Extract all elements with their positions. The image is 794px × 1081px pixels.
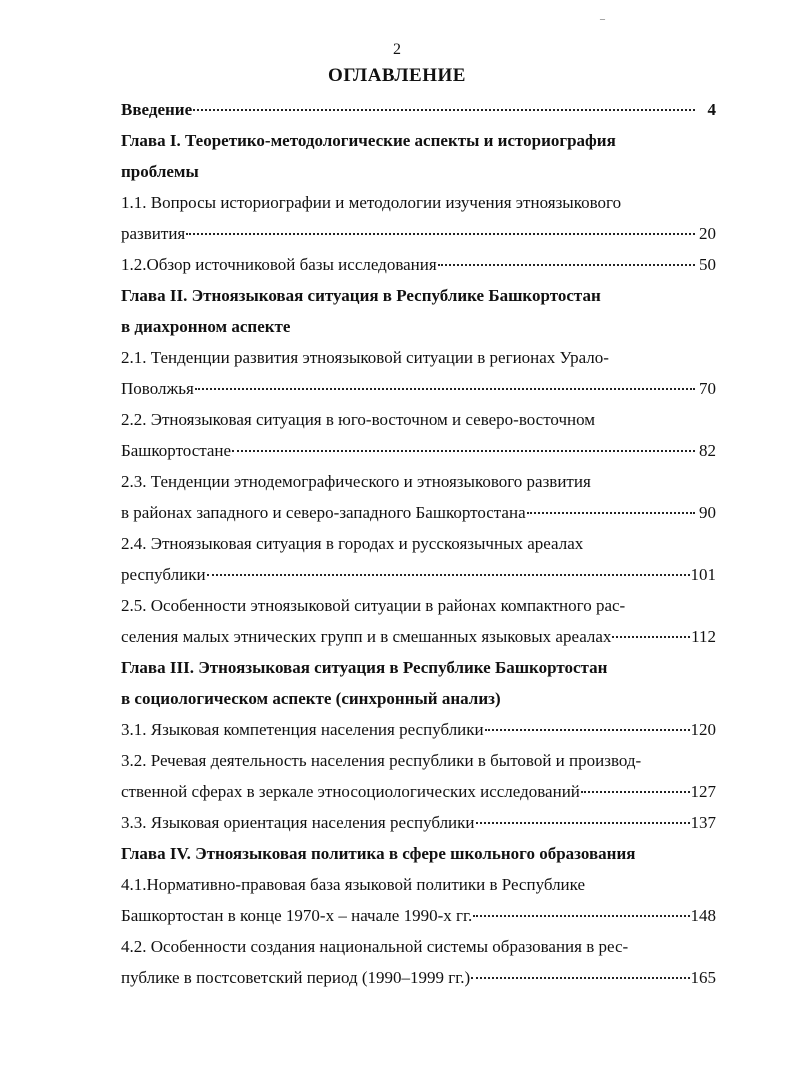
dot-leader <box>195 387 695 390</box>
toc-entry <box>121 559 716 590</box>
dot-leader <box>193 108 695 111</box>
toc-entry-continued <box>121 280 716 311</box>
toc-entry <box>121 714 716 745</box>
toc-entry <box>121 807 716 838</box>
toc-entry-continued <box>121 590 716 621</box>
toc-entry-text: 1.1. Вопросы историографии и методологии изучения этноязыкового <box>121 193 622 212</box>
toc-page-number: 50 <box>699 255 716 274</box>
dot-leader <box>485 728 690 731</box>
toc-entry-text: 4.1.Нормативно-правовая база языковой политики в Республике <box>121 875 586 894</box>
dot-leader <box>612 635 690 638</box>
toc-entry-continued <box>121 311 716 342</box>
toc-entry-text: в районах западного и северо-западного Башкортостана <box>121 503 526 522</box>
toc-entry-text: 4.2. Особенности создания национальной системы образования в рес- <box>121 937 629 956</box>
toc-entry-continued <box>121 869 716 900</box>
dot-leader <box>438 263 695 266</box>
toc-entry <box>121 621 716 652</box>
dot-leader <box>476 821 690 824</box>
toc-page-number: 20 <box>699 224 716 243</box>
toc-entry-continued <box>121 745 716 776</box>
toc-page-number: 70 <box>699 379 716 398</box>
toc-entry-text: 1.2.Обзор источниковой базы исследования <box>121 255 437 274</box>
toc-entry-text: в социологическом аспекте (синхронный анализ) <box>121 689 501 708</box>
scan-speck: – <box>600 14 605 25</box>
toc-entry <box>121 900 716 931</box>
toc-entry <box>121 776 716 807</box>
toc-entry <box>121 435 716 466</box>
toc-entry-continued <box>121 931 716 962</box>
toc-page-number: 112 <box>691 627 716 646</box>
toc-entry-text: 3.2. Речевая деятельность населения республики в бытовой и производ- <box>121 751 642 770</box>
toc-entry-text: 2.3. Тенденции этнодемографического и этноязыкового развития <box>121 472 591 491</box>
toc-entry-text: 2.5. Особенности этноязыковой ситуации в районах компактного рас- <box>121 596 626 615</box>
toc-page-number: 148 <box>690 906 716 925</box>
toc-entry-text: 2.2. Этноязыковая ситуация в юго-восточном и северо-восточном <box>121 410 596 429</box>
toc-entry-text: 2.4. Этноязыковая ситуация в городах и русскоязычных ареалах <box>121 534 584 553</box>
toc-entry-text: Поволжья <box>121 379 194 398</box>
toc-page-number: 101 <box>690 565 716 584</box>
toc-entry <box>121 373 716 404</box>
dot-leader <box>471 976 689 979</box>
toc-entry-text: Глава IV. Этноязыковая политика в сфере школьного образования <box>121 844 636 863</box>
table-of-contents <box>121 94 716 993</box>
toc-entry <box>121 962 716 993</box>
toc-page-number: 82 <box>699 441 716 460</box>
toc-entry-text: Глава I. Теоретико-методологические аспекты и историография <box>121 131 616 150</box>
toc-entry-continued <box>121 125 716 156</box>
toc-page-number: 127 <box>690 782 716 801</box>
toc-entry-continued <box>121 683 716 714</box>
dot-leader <box>186 232 695 235</box>
toc-page-number: 137 <box>690 813 716 832</box>
toc-page-number: 165 <box>690 968 716 987</box>
toc-entry-text: 2.1. Тенденции развития этноязыковой ситуации в регионах Урало- <box>121 348 609 367</box>
toc-entry-text: проблемы <box>121 162 199 181</box>
toc-entry <box>121 94 716 125</box>
toc-entry-continued <box>121 466 716 497</box>
toc-entry-text: Введение <box>121 100 193 119</box>
dot-leader <box>473 914 689 917</box>
toc-entry-text: Башкортостане <box>121 441 232 460</box>
toc-entry-continued <box>121 404 716 435</box>
toc-entry-text: 3.3. Языковая ориентация населения республики <box>121 813 475 832</box>
toc-entry-continued <box>121 342 716 373</box>
toc-entry-text: публике в постсоветский период (1990–1999 гг.) <box>121 968 471 987</box>
dot-leader <box>527 511 695 514</box>
toc-entry-text: Глава II. Этноязыковая ситуация в Республике Башкортостан <box>121 286 601 305</box>
toc-page-number: 4 <box>707 100 716 119</box>
toc-entry-text: 3.1. Языковая компетенция населения республики <box>121 720 484 739</box>
page-title: ОГЛАВЛЕНИЕ <box>328 65 466 86</box>
toc-entry-text: Глава III. Этноязыковая ситуация в Республике Башкортостан <box>121 658 608 677</box>
toc-entry <box>121 249 716 280</box>
toc-entry <box>121 497 716 528</box>
toc-page-number: 120 <box>690 720 716 739</box>
toc-entry-text: селения малых этнических групп и в смешанных языковых ареалах <box>121 627 612 646</box>
dot-leader <box>581 790 690 793</box>
page-number: 2 <box>393 41 401 58</box>
toc-entry-text: в диахронном аспекте <box>121 317 291 336</box>
toc-entry-continued <box>121 156 716 187</box>
toc-entry-continued <box>121 528 716 559</box>
toc-page-number: 90 <box>699 503 716 522</box>
toc-entry-continued <box>121 187 716 218</box>
dot-leader <box>207 573 690 576</box>
toc-entry-continued <box>121 652 716 683</box>
dot-leader <box>232 449 695 452</box>
toc-entry-text: Башкортостан в конце 1970-х – начале 1990-х гг. <box>121 906 473 925</box>
toc-entry-continued <box>121 838 716 869</box>
toc-entry-text: республики <box>121 565 206 584</box>
toc-entry-text: ственной сферах в зеркале этносоциологических исследований <box>121 782 580 801</box>
toc-entry <box>121 218 716 249</box>
toc-entry-text: развития <box>121 224 186 243</box>
